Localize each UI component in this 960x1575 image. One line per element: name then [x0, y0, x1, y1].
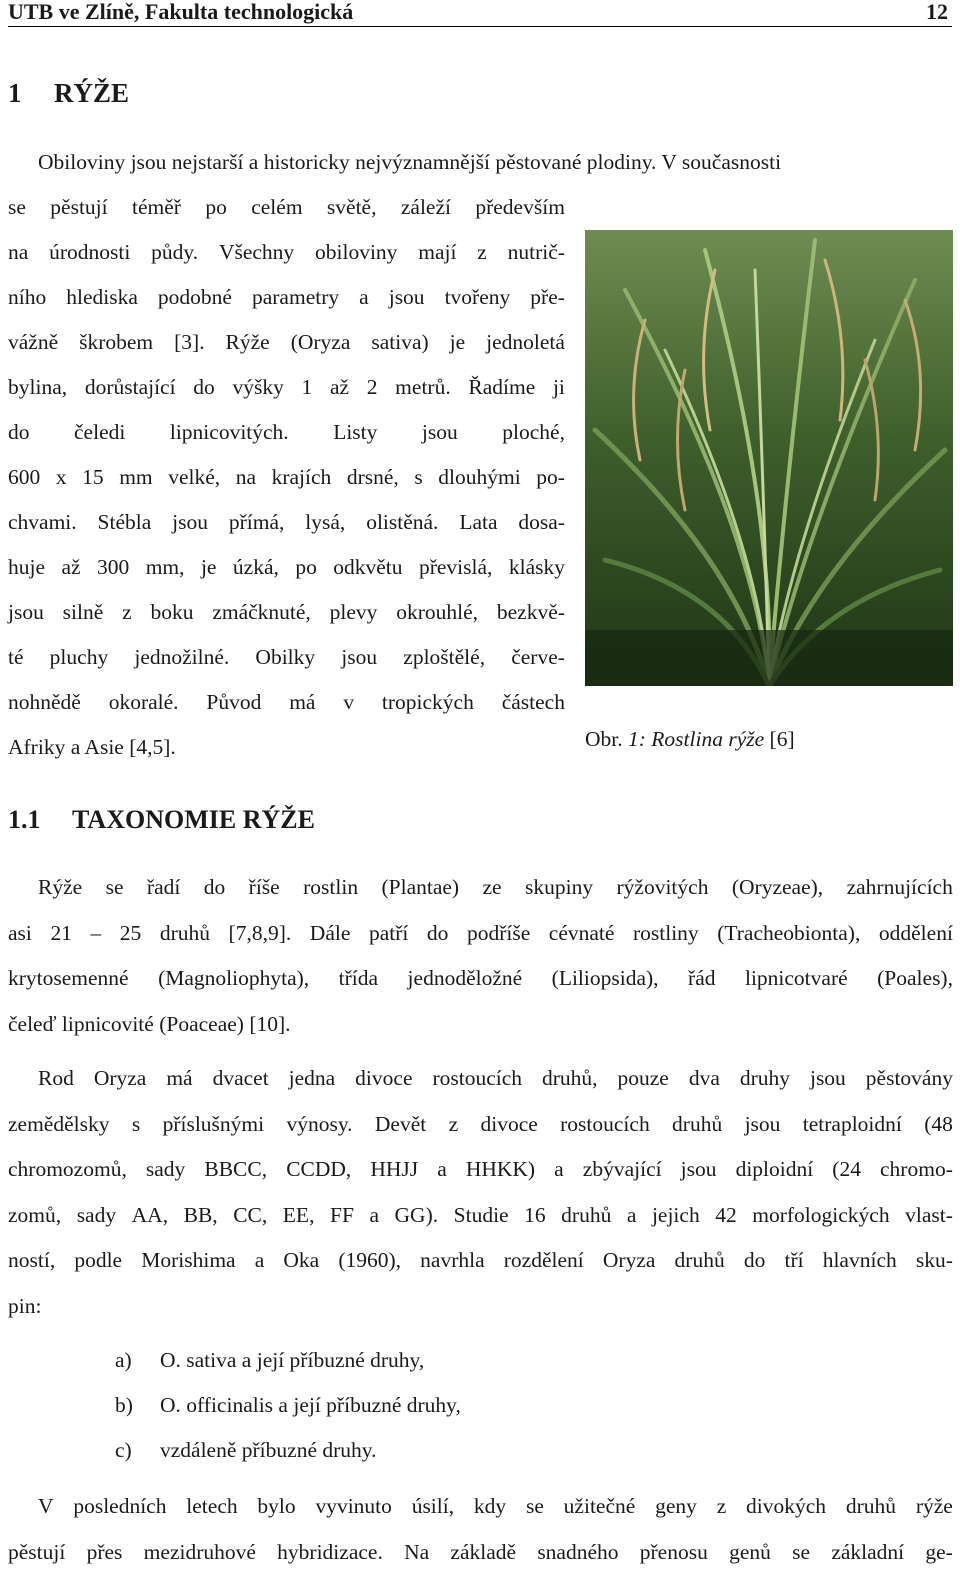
header-title: UTB ve Zlíně, Fakulta technologická — [8, 0, 353, 26]
list-item — [115, 1383, 461, 1428]
text-line: Afriky a Asie [4,5]. — [8, 725, 953, 770]
text-line: Rod Oryza má dvacet jedna divoce rostoucích druhů, pouze dva druhy jsou pěstovány — [8, 1056, 953, 1102]
caption-prefix: Obr. — [585, 727, 623, 751]
caption-reference: [6] — [770, 727, 795, 751]
chapter-title: RÝŽE — [54, 78, 129, 108]
text-line: Obiloviny jsou nejstarší a historicky nejvýznamnější pěstované plodiny. V současnosti — [8, 140, 953, 185]
figure-caption — [585, 717, 795, 762]
text-line: 600 x 15 mm velké, na krajích drsné, s dlouhými po- — [8, 455, 565, 500]
text-line: té pluchy jednožilné. Obilky jsou zploštělé, červe- — [8, 635, 565, 680]
species-group-list — [115, 1338, 461, 1473]
list-text: vzdáleně příbuzné druhy. — [160, 1428, 377, 1473]
text-line: ností, podle Morishima a Oka (1960), navrhla rozdělení Oryza druhů do tří hlavních sku- — [8, 1238, 953, 1284]
text-line: asi 21 – 25 druhů [7,8,9]. Dále patří do podříše cévnaté rostliny (Tracheobionta), oddělení — [8, 911, 953, 957]
list-item — [115, 1428, 461, 1473]
text-line: se pěstují téměř po celém světě, záleží především — [8, 185, 565, 230]
taxonomy-paragraph — [8, 865, 953, 1047]
section-title: TAXONOMIE RÝŽE — [72, 805, 315, 834]
text-line: pin: — [8, 1284, 953, 1330]
text-line: do čeledi lipnicovitých. Listy jsou ploché, — [8, 410, 565, 455]
text-line: huje až 300 mm, je úzká, po odkvětu převislá, klásky — [8, 545, 565, 590]
text-line: V posledních letech bylo vyvinuto úsilí, kdy se užitečné geny z divokých druhů rýže — [8, 1484, 953, 1530]
section-heading — [8, 805, 315, 835]
text-line: krytosemenné (Magnoliophyta), třída jednoděložné (Liliopsida), řád lipnicotvaré (Poales), — [8, 956, 953, 1002]
text-line: čeleď lipnicovité (Poaceae) [10]. — [8, 1002, 953, 1048]
rice-plant-illustration — [585, 230, 953, 686]
section-number: 1.1 — [8, 805, 72, 835]
rice-plant-photo — [585, 230, 953, 686]
text-line: zemědělsky s příslušnými výnosy. Devět z divoce rostoucích druhů jsou tetraploidní (48 — [8, 1102, 953, 1148]
list-item — [115, 1338, 461, 1383]
list-text: O. officinalis a její příbuzné druhy, — [160, 1383, 461, 1428]
text-line: vážně škrobem [3]. Rýže (Oryza sativa) je jednoletá — [8, 320, 565, 365]
final-paragraph — [8, 1484, 953, 1575]
text-line: bylina, dorůstající do výšky 1 až 2 metrů. Řadíme ji — [8, 365, 565, 410]
chapter-number: 1 — [8, 78, 54, 109]
text-line: ního hlediska podobné parametry a jsou tvořeny pře- — [8, 275, 565, 320]
running-header — [8, 0, 952, 27]
text-line: pěstují přes mezidruhové hybridizace. Na základě snadného přenosu genů se základní ge- — [8, 1530, 953, 1575]
text-line: zomů, sady AA, BB, CC, EE, FF a GG). Studie 16 druhů a jejich 42 morfologických vlast- — [8, 1193, 953, 1239]
list-text: O. sativa a její příbuzné druhy, — [160, 1338, 424, 1383]
list-label: a) — [115, 1338, 160, 1383]
list-label: b) — [115, 1383, 160, 1428]
text-line: nohnědě okoralé. Původ má v tropických částech — [8, 680, 565, 725]
list-label: c) — [115, 1428, 160, 1473]
caption-title: 1: Rostlina rýže — [628, 727, 764, 751]
text-line: chromozomů, sady BBCC, CCDD, HHJJ a HHKK) a zbývající jsou diploidní (24 chromo- — [8, 1147, 953, 1193]
text-line: Rýže se řadí do říše rostlin (Plantae) ze skupiny rýžovitých (Oryzeae), zahrnujících — [8, 865, 953, 911]
page-number: 12 — [926, 0, 952, 26]
chapter-heading — [8, 78, 129, 109]
text-line: na úrodnosti půdy. Všechny obiloviny mají z nutrič- — [8, 230, 565, 275]
text-line: jsou silně z boku zmáčknuté, plevy okrouhlé, bezkvě- — [8, 590, 565, 635]
oryza-paragraph — [8, 1056, 953, 1329]
text-line: chvami. Stébla jsou přímá, lysá, olistěná. Lata dosa- — [8, 500, 565, 545]
